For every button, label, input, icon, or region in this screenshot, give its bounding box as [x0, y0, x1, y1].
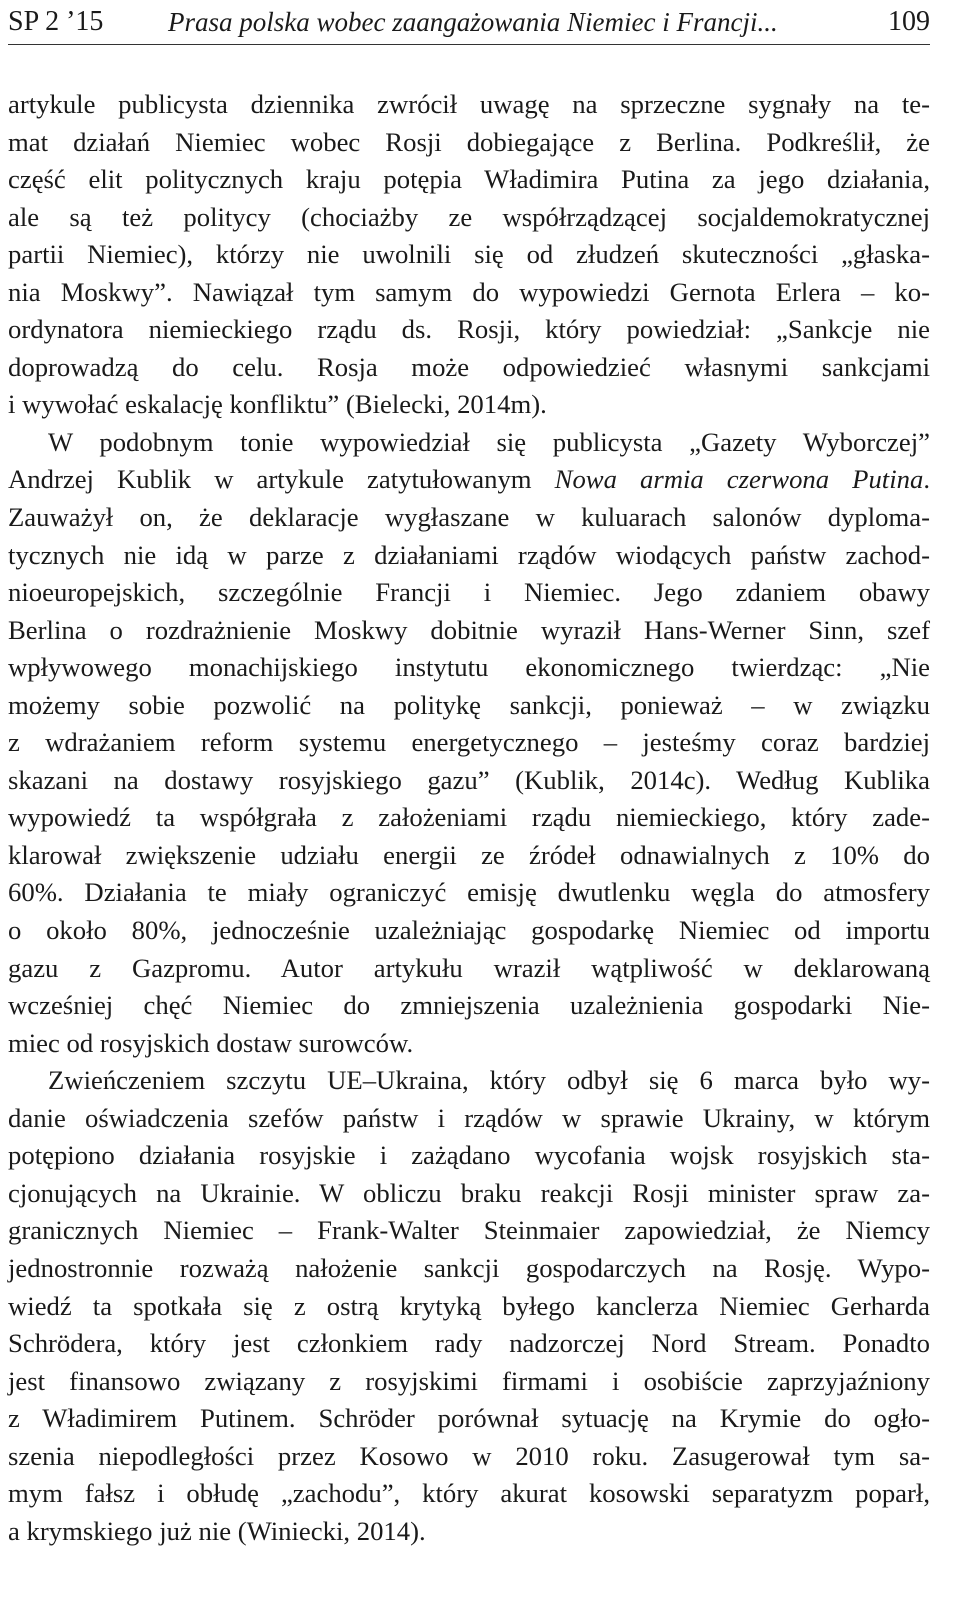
- text-line: Berlina o rozdrażnienie Moskwy dobitnie wyraził Hans-Werner Sinn, szef: [8, 614, 930, 645]
- text-line: część elit politycznych kraju potępia Władimira Putina za jego działania,: [8, 164, 930, 195]
- text-line: jest finansowo związany z rosyjskimi firmami i osobiście zaprzyjaźniony: [8, 1365, 930, 1396]
- text-line: granicznych Niemiec – Frank-Walter Steinmaier zapowiedział, że Niemcy: [8, 1215, 930, 1246]
- text-line: mat działań Niemiec wobec Rosji dobiegające z Berlina. Podkreślił, że: [8, 126, 930, 157]
- journal-issue: SP 2 ’15: [8, 6, 104, 37]
- running-title: Prasa polska wobec zaangażowania Niemiec i Francji...: [168, 7, 778, 37]
- text-line: z Władimirem Putinem. Schröder porównał sytuację na Krymie do ogło-: [8, 1403, 930, 1434]
- text-line: możemy sobie pozwolić na politykę sankcji, ponieważ – w związku: [8, 689, 930, 720]
- text-fragment: Andrzej Kublik w artykule zatytułowanym: [8, 464, 555, 495]
- text-line: wypowiedź ta współgrała z założeniami rządu niemieckiego, który zade-: [8, 802, 930, 833]
- text-line: 60%. Działania te miały ograniczyć emisję dwutlenku węgla do atmosfery: [8, 877, 930, 908]
- text-line: szenia niepodległości przez Kosowo w 2010 roku. Zasugerował tym sa-: [8, 1440, 930, 1471]
- text-line: doprowadzą do celu. Rosja może odpowiedzieć własnymi sankcjami: [8, 351, 930, 382]
- text-line: potępiono działania rosyjskie i zażądano wycofania wojsk rosyjskich sta-: [8, 1140, 930, 1171]
- text-line-with-title: [8, 461, 930, 499]
- text-line: Zwieńczeniem szczytu UE–Ukraina, który odbył się 6 marca było wy-: [48, 1065, 930, 1096]
- text-line: cjonujących na Ukrainie. W obliczu braku reakcji Rosji minister spraw za-: [8, 1177, 930, 1208]
- text-line: wiedź ta spotkała się z ostrą krytyką byłego kanclerza Niemiec Gerharda: [8, 1290, 930, 1321]
- text-line: wpływowego monachijskiego instytutu ekonomicznego twierdząc: „Nie: [8, 652, 930, 683]
- text-line: o około 80%, jednocześnie uzależniając gospodarkę Niemiec od importu: [8, 915, 930, 946]
- text-line: Zauważył on, że deklaracje wygłaszane w kuluarach salonów dyploma-: [8, 502, 930, 533]
- text-line: skazani na dostawy rosyjskiego gazu” (Kublik, 2014c). Według Kublika: [8, 764, 930, 795]
- text-line: artykule publicysta dziennika zwrócił uwagę na sprzeczne sygnały na te-: [8, 89, 930, 119]
- running-header: [8, 4, 930, 45]
- text-line: jednostronnie rozważą nałożenie sankcji gospodarczych na Rosję. Wypo-: [8, 1252, 930, 1283]
- text-line: mym fałsz i obłudę „zachodu”, który akurat kosowski separatyzm poparł,: [8, 1478, 930, 1509]
- text-line: klarował zwiększenie udziału energii ze źródeł odnawialnych z 10% do: [8, 839, 930, 870]
- text-line: z wdrażaniem reform systemu energetycznego – jesteśmy coraz bardziej: [8, 727, 930, 758]
- text-line: nioeuropejskich, szczególnie Francji i Niemiec. Jego zdaniem obawy: [8, 577, 930, 608]
- text-fragment: .: [923, 464, 930, 495]
- text-line: Schrödera, który jest członkiem rady nadzorczej Nord Stream. Ponadto: [8, 1328, 930, 1359]
- text-line: danie oświadczenia szefów państw i rządów w sprawie Ukrainy, w którym: [8, 1102, 930, 1133]
- body-text: [8, 86, 930, 1550]
- text-line: W podobnym tonie wypowiedział się publicysta „Gazety Wyborczej”: [48, 426, 930, 457]
- text-line: tycznych nie idą w parze z działaniami rządów wiodących państw zachod-: [8, 539, 930, 570]
- text-line: nia Moskwy”. Nawiązał tym samym do wypowiedzi Gernota Erlera – ko-: [8, 276, 930, 307]
- page-number: 109: [888, 6, 930, 37]
- text-line: ordynatora niemieckiego rządu ds. Rosji, który powiedział: „Sankcje nie: [8, 314, 930, 345]
- text-line: i wywołać eskalację konfliktu” (Bielecki, 2014m).: [8, 389, 547, 420]
- text-line: gazu z Gazpromu. Autor artykułu wraził wątpliwość w deklarowaną: [8, 952, 930, 983]
- text-line: miec od rosyjskich dostaw surowców.: [8, 1027, 414, 1058]
- text-line: ale są też politycy (chociażby ze współrządzącej socjaldemokratycznej: [8, 201, 930, 232]
- text-line: wcześniej chęć Niemiec do zmniejszenia uzależnienia gospodarki Nie-: [8, 990, 930, 1021]
- text-line: a krymskiego już nie (Winiecki, 2014).: [8, 1515, 426, 1546]
- article-title: Nowa armia czerwona Putina: [554, 464, 924, 495]
- text-line: partii Niemiec), którzy nie uwolnili się od złudzeń skuteczności „głaska-: [8, 239, 930, 270]
